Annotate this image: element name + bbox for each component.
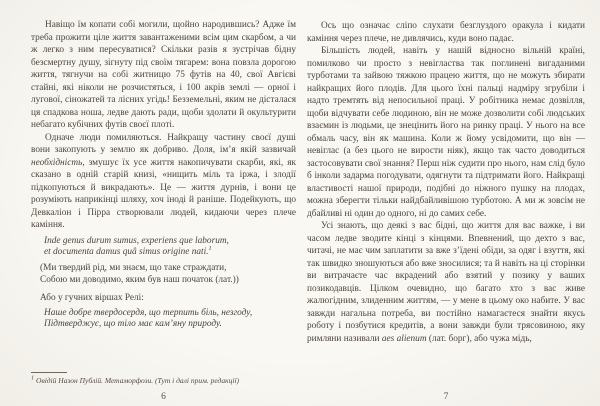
raleigh-verse (44, 308, 296, 332)
page-number-left: 6 (161, 392, 166, 402)
verse-intro: Або у гучних віршах Релі: (40, 292, 144, 303)
verse-line: Наше добре твердосердя, що терпить біль, незгоду, (44, 307, 253, 318)
paragraph-text: (лат. борг), або чужа мідь, (426, 333, 532, 344)
paragraph: Більшість людей, навіть у нашій відносно вільній країні, помилково чи просто з невігластва так поглинені вигаданими турботами та зайвою тяжкою працею життя, що не можуть збирати найкращих його плодів. Для цього їхні пальці надміру згрубіли і надто тремтять від непосильної праці. У робітника немає дозвілля, щоби відчувати себе людиною, він не може дозволити собі людських взаємин із людьми, це знецінить його на ринку праці. У нього на все обмаль часу, він як машина. Коли ж йому усвідомити, що він — невіглас (а без цього не вирости ніяк), якщо так часто доводиться застосовувати свої знання? Перш ніж судити про нього, нам слід було б інколи задарма погодувати, одягнути та підтримати його. Найкращі властивості нашої природи, подібні до ніжного пушку на плодах, можна зберегти тільки найдбайливішою турботою. А ми ж зовсім не дбайливі ні один до одного, ні до самих себе. (307, 46, 585, 219)
footnote-text (31, 376, 294, 386)
footnote (31, 372, 294, 386)
page-number-right: 7 (443, 392, 449, 402)
paragraph-text: Усі знають, що деякі з вас бідні, що життя для вас важке, і ви часом ледве зводите кінці з кінцями. Впевнений, що дехто з вас, читачі, не має чим заплатити за вже з’їдені обіди, за одяг і взуття, які так швидко зношуються або вже зносилися; та й навіть на ці сторінки ви витрачаєте час вкрадений або взятий у позику у ваших позикодавців. Цілком очевидно, що багато хто з вас живе жалюгідним, злиденним життям, — у мене в цьому око набите. У вас завжди нагальна потреба, ви постійно намагаєтеся знайти якусь роботу і позбутися кредитів, а вони завжди були трясовиною, яку римляни називали (307, 221, 585, 344)
latin-term: aes alienum (381, 333, 427, 344)
verse-line: Підтверджує, що тіло має кам’яну природу. (44, 319, 222, 330)
emphasized-word: необхідність (31, 157, 83, 168)
verse-line: Собою ми доводимо, яким був наш початок (лат.)) (40, 274, 239, 285)
paragraph-text: Одначе люди помиляються. Найкращу частину своєї душі вони закопують у землю як добриво. Доля, ім’я якій зазвичай (31, 132, 296, 155)
latin-verse (44, 236, 296, 260)
paragraph-text: , змушує їх усе життя накопичувати скарби, які, як сказано в одній старій книзі, «нищить міль та іржа, і злодії підкопуються й викрадають». Це — життя дурнів, і вони це розуміють наприкінці шляху, хоч іноді й раніше. Подейкують, що Девкаліон і Пірра створювали людей, кидаючи через плече каміння. (31, 157, 296, 230)
footnote-rule (31, 372, 67, 373)
paragraph (31, 132, 296, 232)
footnote-reference: 1 (208, 245, 212, 253)
verse-translation (40, 263, 296, 287)
paragraph (307, 220, 585, 345)
paragraph: Навіщо їм копати собі могили, щойно народившись? Адже їм треба прожити ціле життя завантаженими всім цим скарбом, а чи ж легко з ним пересуватися? Скільки разів я зустрічав бідну безсмертну душу, зігнуту під своїм тягарем: вона повзла дорогою життя, тягнучи на собі житницю 75 футів на 40, свої Авгієві стайні, які ніколи не розчистяться, і 100 акрів землі — орної і лугової, сіножатей та лісних угідь! Безземельні, яким не дісталася ця спадкова ноша, ледве дають ради, щоби здолати й окультурити небагато кубічних футів своєї плоті. (31, 20, 296, 130)
paragraph: Ось що означає сліпо слухати безглуздого оракула і кидати каміння через плече, не дивлячись, куди воно падає. (307, 21, 585, 44)
verse-line: (Ми твердий рід, ми знаєм, що таке страждати, (40, 263, 227, 274)
verse-line (44, 247, 296, 259)
verse-line-text: et documenta damus quâ simus origine nati. (44, 247, 209, 258)
footnote-marker: 1 (31, 374, 35, 381)
verse-line: Inde genus durum sumus, experiens que laborum, (44, 235, 229, 246)
footnote-body: Овідій Назон Публій. Метаморфози. (Тут і далі прим. редакції) (36, 375, 240, 385)
right-page (300, 0, 600, 406)
